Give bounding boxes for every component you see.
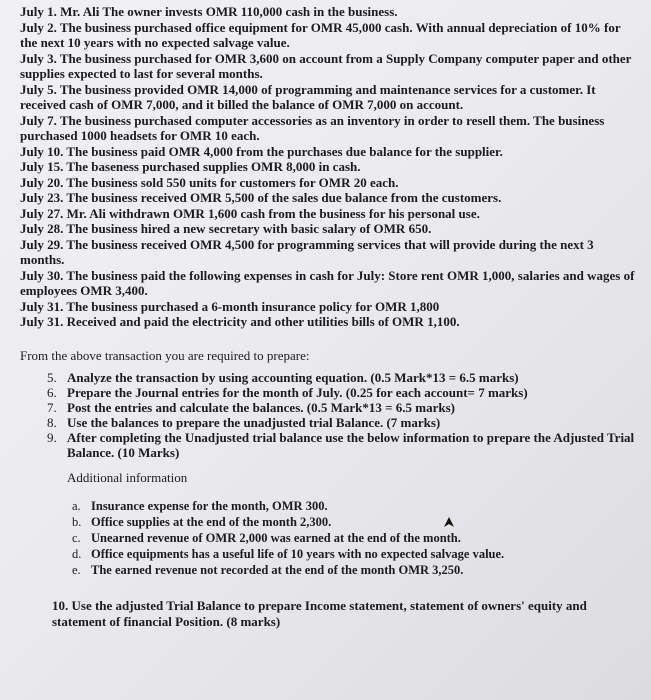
transaction-jul-15: July 15. The baseness purchased supplies OMR 8,000 in cash.	[20, 159, 361, 174]
additional-item-text: The earned revenue not recorded at the end of the month OMR 3,250.	[91, 562, 464, 577]
additional-item-letter: e.	[72, 562, 81, 577]
transaction-jul-23: July 23. The business received OMR 5,500 of the sales due balance from the customers.	[20, 190, 502, 205]
additional-info-list	[0, 498, 651, 578]
task-item	[0, 385, 637, 400]
additional-item-text: Unearned revenue of OMR 2,000 was earned at the end of the month.	[91, 530, 461, 545]
transaction-jul-31-insurance: July 31. The business purchased a 6-month insurance policy for OMR 1,800	[20, 298, 440, 314]
requirements-intro: From the above transaction you are required to prepare:	[20, 347, 310, 363]
transaction-jul-10: July 10. The business paid OMR 4,000 from the purchases due balance for the supplier.	[20, 143, 503, 159]
transaction-jul-27: July 27. Mr. Ali withdrawn OMR 1,600 cash from the business for his personal use.	[20, 205, 480, 221]
transaction-jul-20: July 20. The business sold 550 units for customers for OMR 20 each.	[20, 174, 399, 190]
transaction-jul-2: July 2. The business purchased office equipment for OMR 45,000 cash. With annual depreciation of 10% for the next 10 years with no expected salvage value.	[20, 19, 621, 50]
transaction-jul-5: July 5. The business provided OMR 14,000 of programming and maintenance services for a customer. It received cash of OMR 7,000, and it billed the balance of OMR 7,000 on account.	[20, 81, 596, 112]
task-item	[0, 400, 637, 415]
task-item	[0, 370, 637, 385]
additional-item-letter: a.	[72, 498, 81, 513]
task-number: 6.	[47, 384, 57, 400]
transaction-jul-31-utilities: July 31. Received and paid the electricity and other utilities bills of OMR 1,100.	[20, 314, 460, 329]
additional-item	[0, 498, 651, 514]
additional-item-letter: c.	[72, 530, 81, 545]
task-list	[0, 370, 651, 460]
task-text: Analyze the transaction by using accounting equation. (0.5 Mark*13 = 6.5 marks)	[67, 369, 519, 385]
additional-item-letter: b.	[72, 514, 82, 529]
transaction-list	[0, 0, 651, 330]
mouse-cursor-icon	[442, 515, 456, 529]
additional-item-text: Office supplies at the end of the month 2,300.	[91, 514, 332, 529]
additional-item	[0, 562, 651, 578]
task-number: 8.	[47, 414, 57, 430]
task-text: Use the balances to prepare the unadjusted trial Balance. (7 marks)	[67, 414, 441, 430]
transaction-jul-28: July 28. The business hired a new secretary with basic salary of OMR 650.	[20, 221, 432, 236]
final-task	[0, 598, 651, 630]
final-task-number: 10.	[52, 597, 69, 613]
transaction-jul-1: July 1. Mr. Ali The owner invests OMR 110,000 cash in the business.	[20, 4, 398, 19]
additional-item-letter: d.	[72, 546, 82, 561]
additional-item	[0, 530, 651, 546]
final-task-text: Use the adjusted Trial Balance to prepare Income statement, statement of owners' equity and statement of financial Position. (8 marks)	[52, 597, 587, 629]
additional-info-heading: Additional information	[67, 469, 188, 485]
additional-item	[0, 546, 651, 562]
task-text: Prepare the Journal entries for the month of July. (0.25 for each account= 7 marks)	[67, 384, 528, 400]
additional-item-text: Insurance expense for the month, OMR 300.	[91, 498, 328, 513]
additional-item-text: Office equipments has a useful life of 10 years with no expected salvage value.	[91, 546, 505, 561]
task-number: 7.	[47, 399, 57, 415]
task-number: 5.	[47, 369, 57, 385]
transaction-jul-30: July 30. The business paid the following expenses in cash for July: Store rent OMR 1,000, salaries and wages of employees OMR 3,400.	[20, 267, 635, 298]
task-item	[0, 415, 637, 430]
task-text: After completing the Unadjusted trial balance use the below information to prepare the Adjusted Trial Balance. (10 Marks)	[67, 429, 635, 460]
additional-item	[0, 514, 651, 530]
task-item	[0, 430, 637, 460]
transaction-jul-3: July 3. The business purchased for OMR 3,600 on account from a Supply Company computer paper and other supplies expected to last for several months.	[20, 50, 632, 81]
transaction-jul-7: July 7. The business purchased computer accessories as an inventory in order to resell them. The business purchased 1000 headsets for OMR 10 each.	[20, 112, 605, 143]
task-number: 9.	[47, 429, 57, 445]
task-text: Post the entries and calculate the balances. (0.5 Mark*13 = 6.5 marks)	[67, 399, 455, 415]
transaction-jul-29: July 29. The business received OMR 4,500 for programming services that will provide during the next 3 months.	[20, 236, 594, 267]
